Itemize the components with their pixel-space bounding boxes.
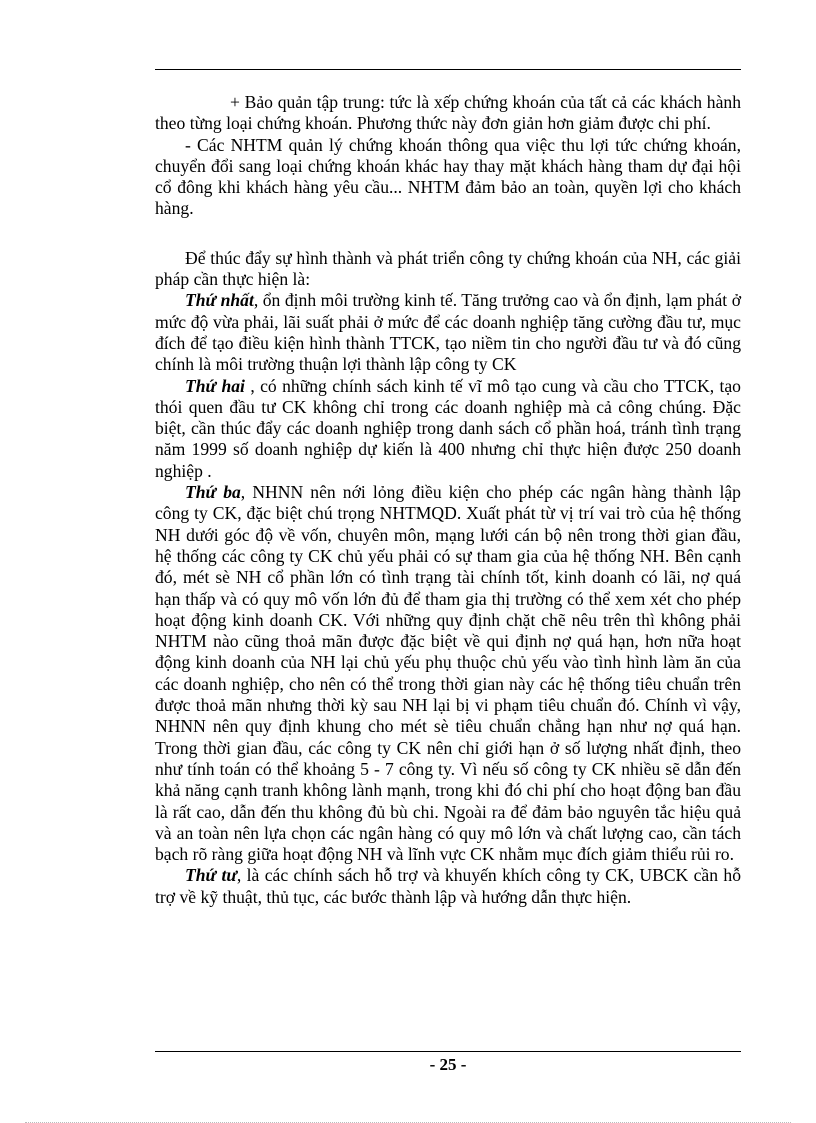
- lead-first: Thứ nhất: [185, 290, 254, 311]
- lead-third: Thứ ba: [185, 482, 241, 503]
- paragraph-third: [155, 482, 741, 865]
- header-rule: [155, 69, 741, 70]
- paragraph-management: - Các NHTM quản lý chứng khoán thông qua việc thu lợi tức chứng khoán, chuyển đổi sang loại chứng khoán khác hay thay mặt khách hàng tham dự đại hội cổ đông khi khách hàng yêu cầu... NHTM đảm bảo an toàn, quyền lợi cho khách hàng.: [155, 134, 741, 219]
- paragraph-first-text: , ổn định môi trường kinh tế. Tăng trưởng cao và ổn định, lạm phát ở mức độ vừa phải, lãi suất phải ở mức để các doanh nghiệp tăng cường đầu tư, mục đích để tạo điều kiện hình thành TTCK, tạo niềm tin cho người đầu tư và đó cũng chính là môi trường thuận lợi thành lập công ty CK: [155, 290, 741, 375]
- paragraph-second-text: , có những chính sách kinh tế vĩ mô tạo cung và cầu cho TTCK, tạo thói quen đầu tư CK không chỉ trong các doanh nghiệp mà cả công chúng. Đặc biệt, cần thúc đẩy các doanh nghiệp trong danh sách cổ phần hoá, tránh tình trạng năm 1999 số doanh nghiệp dự kiến là 400 nhưng chỉ thực hiện được 250 doanh nghiệp .: [155, 375, 741, 481]
- page-number: - 25 -: [429, 1055, 467, 1074]
- paragraph-second: [155, 376, 741, 482]
- lead-second: Thứ hai: [185, 375, 245, 396]
- paragraph-fourth-text: , là các chính sách hỗ trợ và khuyến khích công ty CK, UBCK cần hỗ trợ về kỹ thuật, thủ tục, các bước thành lập và hướng dẫn thực hiện.: [155, 865, 741, 907]
- footer-rule: [155, 1051, 741, 1052]
- paragraph-gap: [155, 220, 741, 248]
- paragraph-intro: Để thúc đẩy sự hình thành và phát triển công ty chứng khoán của NH, các giải pháp cần thực hiện là:: [155, 247, 741, 290]
- paragraph-third-text: , NHNN nên nới lỏng điều kiện cho phép các ngân hàng thành lập công ty CK, đặc biệt chú trọng NHTMQD. Xuất phát từ vị trí vai trò của hệ thống NH dưới góc độ về vốn, chuyên môn, mạng lưới cán bộ nên trong thời gian đầu, hệ thống các công ty CK chủ yếu phải có sự tham gia của hệ thống NH. Bên cạnh đó, mét sè NH cổ phần lớn có tình trạng tài chính tốt, kinh doanh có lãi, nợ quá hạn thấp và có quy mô vốn lớn đủ để tham gia thị trường có thể xem xét cho phép hoạt động kinh doanh CK. Với những quy định chặt chẽ nêu trên thì không phải NHTM nào cũng thoả mãn được đặc biệt về qui định nợ quá hạn, hơn nữa hoạt động kinh doanh của NH lại chủ yếu phụ thuộc chủ yếu vào tình hình làm ăn của các doanh nghiệp, cho nên có thể trong thời gian này các hệ thống tiêu chuẩn trên được thoả mãn nhưng thời kỳ sau NH lại bị vi phạm tiêu chuẩn đó. Chính vì vậy, NHNN nên quy định khung cho mét sè tiêu chuẩn chẳng hạn như nợ quá hạn. Trong thời gian đầu, các công ty CK nên chỉ giới hạn ở số lượng nhất định, theo như tính toán có thể khoảng 5 - 7 công ty. Vì nếu số công ty CK nhiều sẽ dẫn đến khả năng cạnh tranh không lành mạnh, trong khi đó chi phí cho hoạt động ban đầu là rất cao, dẫn đến thu không đủ bù chi. Ngoài ra để đảm bảo nguyên tắc hiệu quả và an toàn nên lựa chọn các ngân hàng có quy mô lớn và chất lượng cao, cần tách bạch rõ ràng giữa hoạt động NH và lĩnh vực CK nhằm mục đích giảm thiểu rủi ro.: [155, 482, 741, 865]
- body-text: [155, 92, 741, 908]
- paragraph-storage: + Bảo quản tập trung: tức là xếp chứng khoán của tất cả các khách hành theo từng loại chứng khoán. Phương thức này đơn giản hơn giảm được chi phí.: [155, 92, 741, 134]
- lead-fourth: Thứ tư: [185, 865, 237, 886]
- paragraph-first: [155, 290, 741, 375]
- paragraph-fourth: [155, 865, 741, 908]
